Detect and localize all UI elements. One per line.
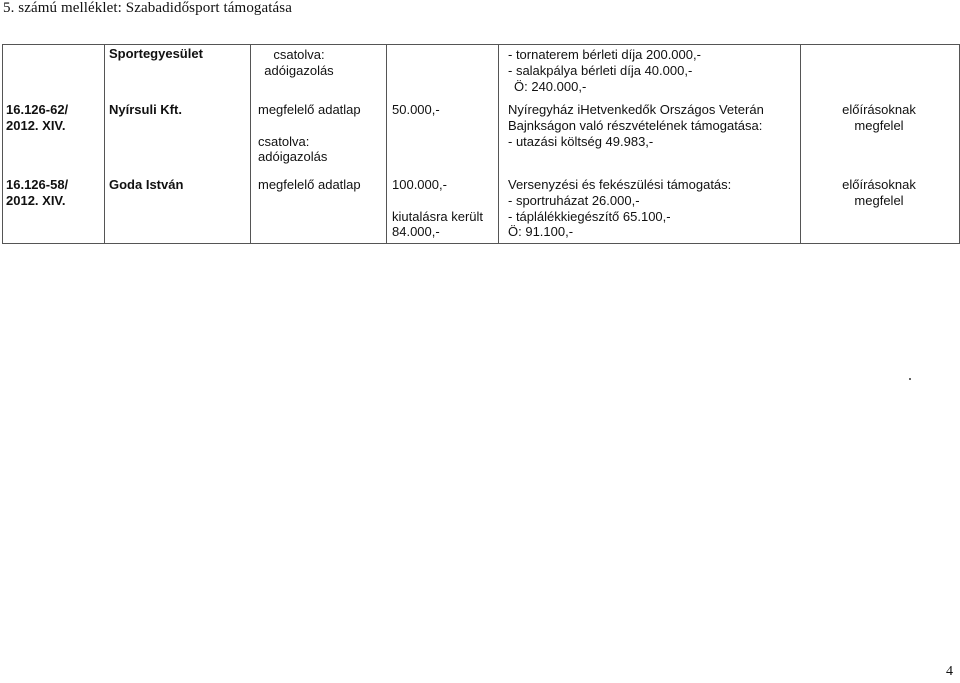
row2-amount: 100.000,- kiutalásra került 84.000,- bbox=[392, 177, 484, 240]
row2-name: Goda István bbox=[109, 177, 184, 192]
page-title: 5. számú melléklet: Szabadidősport támogatása bbox=[3, 0, 293, 16]
col-divider-1 bbox=[104, 44, 105, 244]
stray-dot bbox=[909, 378, 911, 380]
col-divider-5 bbox=[800, 44, 801, 244]
row2-docs: megfelelő adatlap bbox=[258, 177, 361, 192]
col-divider-4 bbox=[498, 44, 499, 244]
row1-purpose: Nyíregyház iHetvenkedők Országos Veterán Bajnkságon való részvételének támogatása: - utazási költség 49.983,- bbox=[508, 102, 764, 149]
row1-status: előírásoknak megfelel bbox=[842, 102, 916, 133]
col-divider-2 bbox=[250, 44, 251, 244]
table-bottom-border bbox=[2, 243, 960, 244]
col-divider-3 bbox=[386, 44, 387, 244]
page-number: 4 bbox=[946, 664, 953, 679]
header-purpose: - tornaterem bérleti díja 200.000,- - salakpálya bérleti díja 40.000,- Ö: 240.000,- bbox=[508, 47, 701, 94]
row2-status: előírásoknak megfelel bbox=[842, 177, 916, 208]
row1-name: Nyírsuli Kft. bbox=[109, 102, 182, 117]
row2-purpose: Versenyzési és fekészülési támogatás: - sportruházat 26.000,- - táplálékkiegészítő 65.100,- Ö: 91.100,- bbox=[508, 177, 732, 240]
row1-ref: 16.126-62/ 2012. XIV. bbox=[6, 102, 69, 133]
header-org: Sportegyesület bbox=[109, 46, 203, 61]
row2-ref: 16.126-58/ 2012. XIV. bbox=[6, 177, 69, 208]
header-purpose-total: Ö: 240.000,- bbox=[514, 78, 587, 94]
table-left-border bbox=[2, 44, 3, 244]
table-top-border bbox=[2, 44, 960, 45]
header-docs: csatolva: adóigazolás bbox=[264, 47, 334, 78]
row1-amount: 50.000,- bbox=[392, 102, 440, 117]
row1-docs: megfelelő adatlap csatolva: adóigazolás bbox=[258, 102, 361, 165]
